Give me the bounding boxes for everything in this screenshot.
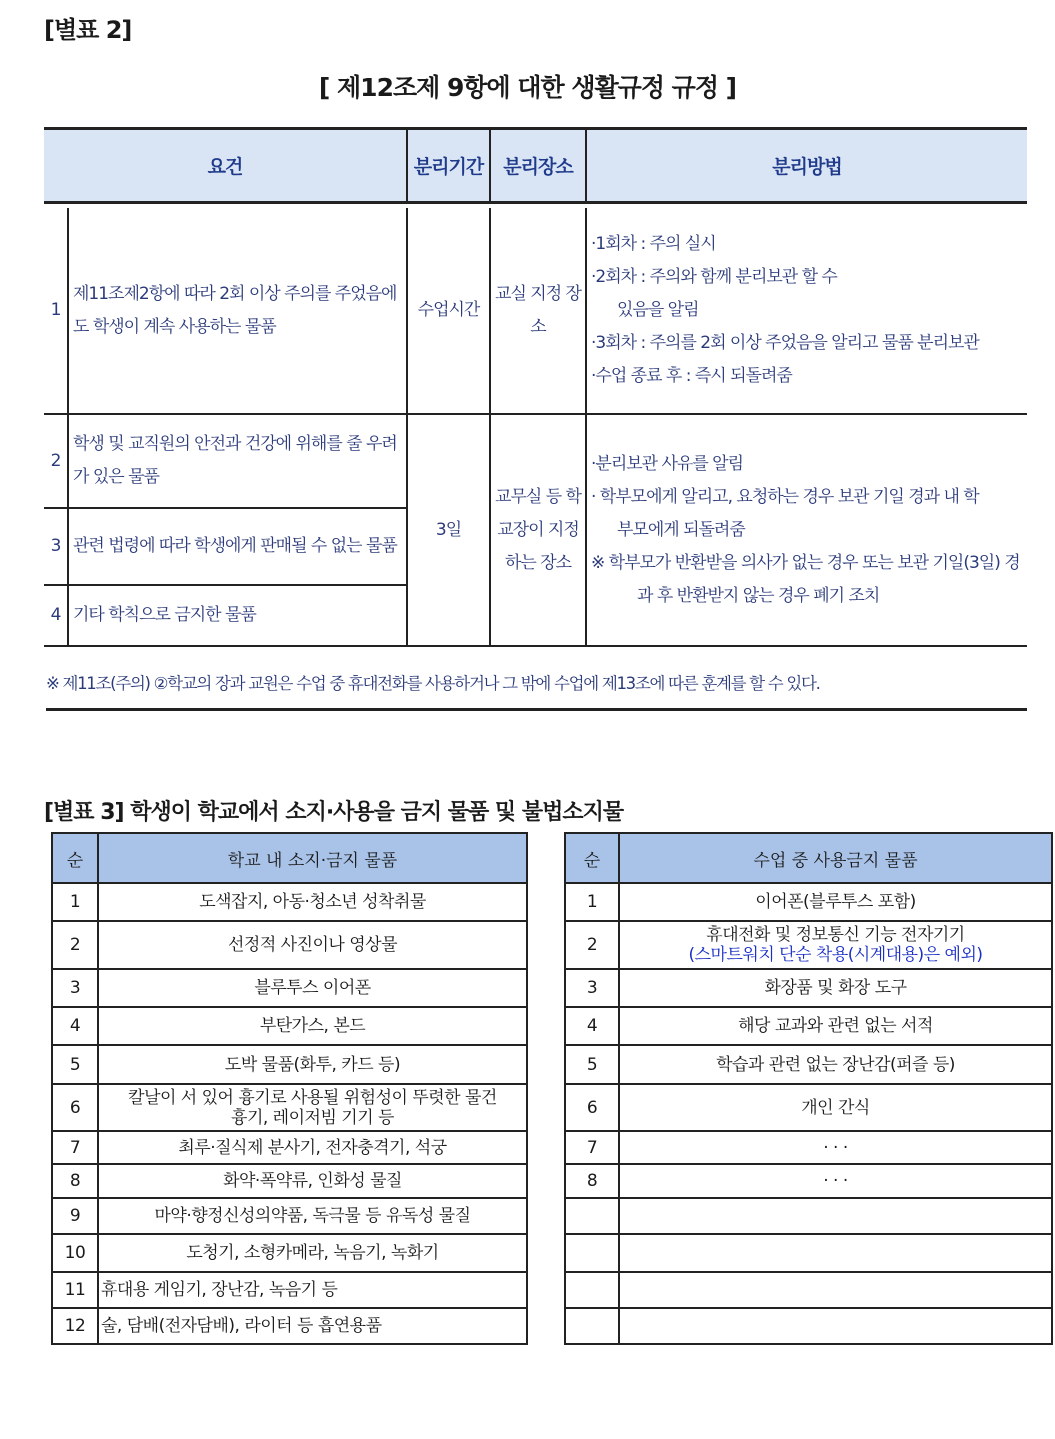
- row-number: 4: [52, 1007, 98, 1045]
- method-line: ·2회차 : 주의와 함께 분리보관 할 수: [591, 267, 837, 287]
- row-number: 10: [52, 1234, 98, 1272]
- table-row: [565, 1084, 1052, 1131]
- item-cell: 마약·향정신성의약품, 독극물 등 유독성 물질: [98, 1198, 527, 1234]
- row-number: 2: [565, 921, 619, 969]
- footnote: ※ 제11조(주의) ②학교의 장과 교원은 수업 중 휴대전화를 사용하거나 그 밖에 수업에 제13조에 따른 훈계를 할 수 있다.: [46, 668, 1027, 711]
- item-cell: 도청기, 소형카메라, 녹음기, 녹화기: [98, 1234, 527, 1272]
- table-row: [44, 414, 1027, 508]
- table-row: [565, 1272, 1052, 1308]
- appendix-2-label: [별표 2]: [44, 16, 132, 44]
- method-cell: [586, 414, 1027, 646]
- item-cell: 학습과 관련 없는 장난감(퍼즐 등): [619, 1045, 1052, 1084]
- table-row: [52, 1198, 527, 1234]
- table-row: [52, 1308, 527, 1344]
- row-number: [565, 1234, 619, 1272]
- class-prohibited-items-table: [564, 832, 1053, 1345]
- method-line: ·1회차 : 주의 실시: [591, 234, 716, 254]
- row-number: 9: [52, 1198, 98, 1234]
- requirement-cell: 관련 법령에 따라 학생에게 판매될 수 없는 물품: [68, 508, 407, 585]
- item-line: 휴대전화 및 정보통신 기능 전자기기: [706, 925, 965, 945]
- appendix-2-title: [ 제12조제 9항에 대한 생활규정 규정 ]: [318, 73, 737, 102]
- header-items: 수업 중 사용금지 물품: [619, 833, 1052, 883]
- table-row: [52, 1164, 527, 1198]
- item-line: 칼날이 서 있어 흉기로 사용될 위험성이 뚜렷한 물건: [128, 1087, 497, 1108]
- table-row: [52, 921, 527, 969]
- row-number: 11: [52, 1272, 98, 1308]
- method-line: 있음을 알림: [617, 300, 699, 320]
- table-row: [565, 1007, 1052, 1045]
- table-row: [565, 1164, 1052, 1198]
- item-cell: 화약·폭약류, 인화성 물질: [98, 1164, 527, 1198]
- place-cell: 교무실 등 학교장이 지정하는 장소: [490, 414, 586, 646]
- exception-note: (스마트워치 단순 착용(시계대용)은 예외): [688, 945, 983, 965]
- period-cell: 3일: [407, 414, 490, 646]
- table-row: [565, 969, 1052, 1007]
- prohibited-items-table: [51, 832, 528, 1345]
- table-row: [52, 1007, 527, 1045]
- header-period: 분리기간: [407, 129, 490, 203]
- header-number: 순: [52, 833, 98, 883]
- table-row: [44, 208, 1027, 414]
- requirement-cell: 기타 학칙으로 금지한 물품: [68, 585, 407, 646]
- row-number: 7: [52, 1131, 98, 1164]
- item-cell: 도박 물품(화투, 카드 등): [98, 1045, 527, 1084]
- appendix-3-title: [별표 3] 학생이 학교에서 소지·사용을 금지 물품 및 불법소지물: [44, 800, 624, 825]
- item-cell: 이어폰(블루투스 포함): [619, 883, 1052, 921]
- item-cell: 선정적 사진이나 영상물: [98, 921, 527, 969]
- method-line: ※ 학부모가 반환받을 의사가 없는 경우 또는 보관 기일(3일) 경: [591, 552, 1020, 573]
- item-cell: · · ·: [619, 1164, 1052, 1198]
- table-row: [52, 1045, 527, 1084]
- row-number: 1: [565, 883, 619, 921]
- table-header-row: [44, 129, 1027, 203]
- place-cell: 교실 지정 장소: [490, 208, 586, 414]
- row-number: 6: [565, 1084, 619, 1131]
- item-cell: [619, 921, 1052, 969]
- item-cell: 부탄가스, 본드: [98, 1007, 527, 1045]
- item-cell: · · ·: [619, 1131, 1052, 1164]
- row-number: 1: [44, 208, 68, 414]
- row-number: 3: [565, 969, 619, 1007]
- table-row: [52, 1272, 527, 1308]
- item-cell: 휴대용 게임기, 장난감, 녹음기 등: [98, 1272, 527, 1308]
- table-row: [52, 883, 527, 921]
- table-row: [565, 1308, 1052, 1344]
- row-number: 3: [44, 508, 68, 585]
- method-cell: [586, 208, 1027, 414]
- item-cell: [619, 1198, 1052, 1234]
- row-number: 3: [52, 969, 98, 1007]
- row-number: [565, 1308, 619, 1344]
- table-row: [52, 1234, 527, 1272]
- item-cell: 블루투스 이어폰: [98, 969, 527, 1007]
- header-place: 분리장소: [490, 129, 586, 203]
- item-cell: 술, 담배(전자담배), 라이터 등 흡연용품: [98, 1308, 527, 1344]
- table-header-row: [565, 833, 1052, 883]
- row-number: [565, 1272, 619, 1308]
- table-row: [565, 1198, 1052, 1234]
- row-number: 4: [565, 1007, 619, 1045]
- row-number: 8: [52, 1164, 98, 1198]
- separation-rules-table: [44, 127, 1027, 647]
- item-cell: 화장품 및 화장 도구: [619, 969, 1052, 1007]
- header-items: 학교 내 소지·금지 물품: [98, 833, 527, 883]
- header-number: 순: [565, 833, 619, 883]
- table-row: [565, 1234, 1052, 1272]
- item-cell: [98, 1084, 527, 1131]
- method-line: ·3회차 : 주의를 2회 이상 주었음을 알리고 물품 분리보관: [591, 333, 979, 353]
- row-number: 5: [565, 1045, 619, 1084]
- item-cell: [619, 1234, 1052, 1272]
- table-row: [52, 1084, 527, 1131]
- header-requirement: 요건: [44, 129, 407, 203]
- row-number: 8: [565, 1164, 619, 1198]
- table-row: [565, 1131, 1052, 1164]
- header-method: 분리방법: [586, 129, 1027, 203]
- method-line: ·분리보관 사유를 알림: [591, 453, 744, 474]
- table-row: [52, 969, 527, 1007]
- item-cell: 최루·질식제 분사기, 전자충격기, 석궁: [98, 1131, 527, 1164]
- table-row: [565, 1045, 1052, 1084]
- table-row: [565, 883, 1052, 921]
- item-cell: 개인 간식: [619, 1084, 1052, 1131]
- item-line: 흉기, 레이저빔 기기 등: [231, 1107, 394, 1128]
- table-header-row: [52, 833, 527, 883]
- row-number: 7: [565, 1131, 619, 1164]
- row-number: 1: [52, 883, 98, 921]
- table-row: [565, 921, 1052, 969]
- row-number: 12: [52, 1308, 98, 1344]
- method-line: 부모에게 되돌려줌: [617, 519, 745, 540]
- period-cell: 수업시간: [407, 208, 490, 414]
- requirement-cell: 학생 및 교직원의 안전과 건강에 위해를 줄 우려가 있은 물품: [68, 414, 407, 508]
- item-cell: 도색잡지, 아동·청소년 성착취물: [98, 883, 527, 921]
- row-number: 4: [50, 605, 61, 625]
- item-cell: 해당 교과와 관련 없는 서적: [619, 1007, 1052, 1045]
- requirement-cell: 제11조제2항에 따라 2회 이상 주의를 주었음에도 학생이 계속 사용하는 물품: [68, 208, 407, 414]
- item-cell: [619, 1272, 1052, 1308]
- method-line: · 학부모에게 알리고, 요청하는 경우 보관 기일 경과 내 학: [591, 486, 979, 507]
- method-line: 과 후 반환받지 않는 경우 폐기 조치: [637, 585, 880, 606]
- row-number: 2: [44, 414, 68, 508]
- table-row: [52, 1131, 527, 1164]
- row-number: [565, 1198, 619, 1234]
- row-number: 6: [52, 1084, 98, 1131]
- method-line: ·수업 종료 후 : 즉시 되돌려줌: [591, 366, 792, 386]
- row-number: 2: [52, 921, 98, 969]
- row-number: 5: [52, 1045, 98, 1084]
- item-cell: [619, 1308, 1052, 1344]
